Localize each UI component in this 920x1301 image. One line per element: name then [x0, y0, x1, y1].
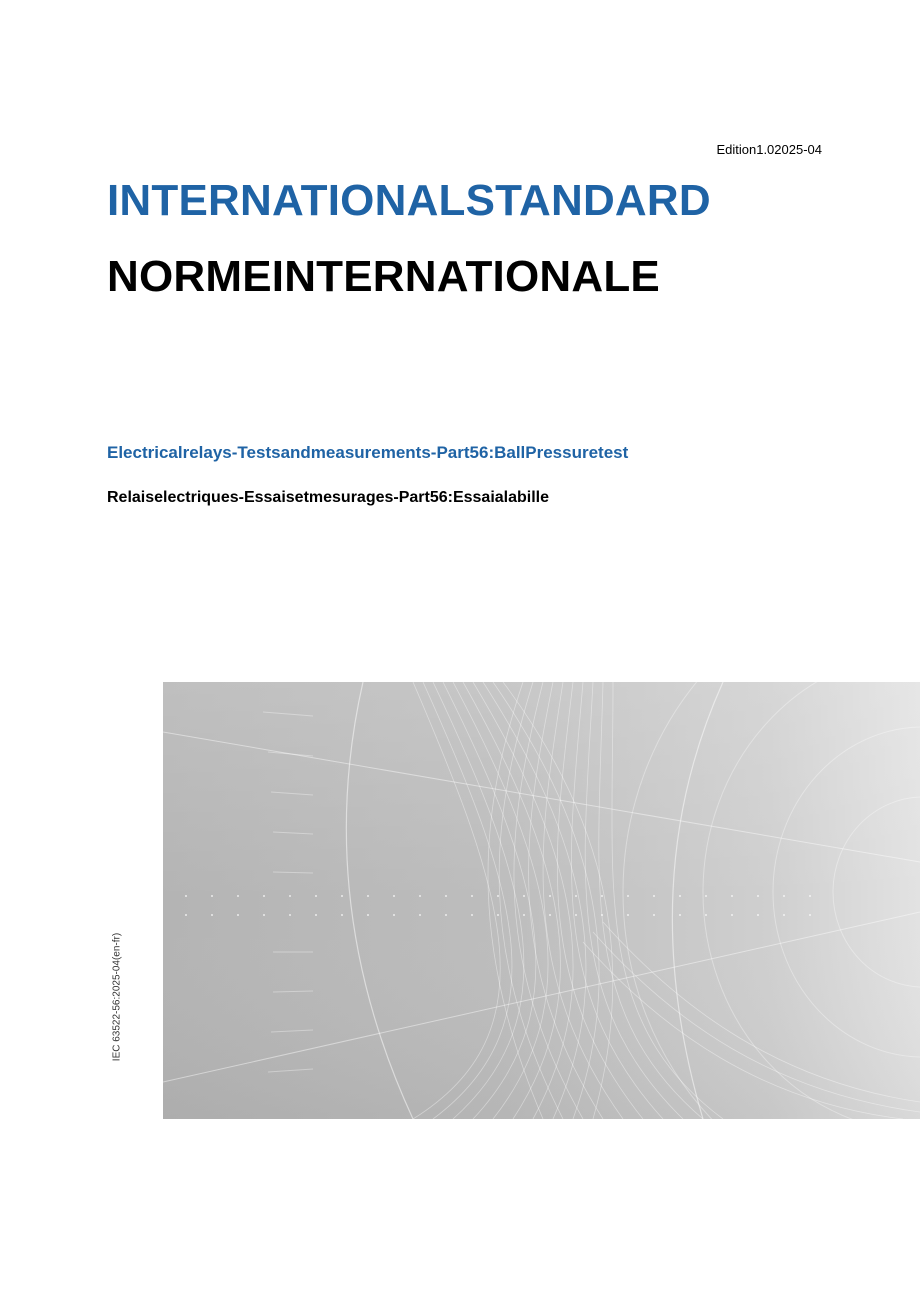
edition-label: Edition1.02025-04 [716, 142, 822, 157]
subtitle-english: Electricalrelays-Testsandmeasurements-Part56:BallPressuretest [107, 443, 629, 462]
cover-artwork [163, 682, 920, 1119]
side-reference: IEC 63522-56:2025-04(en-fr) [111, 932, 123, 1062]
subtitle-french: Relaiselectriques-Essaisetmesurages-Part56:Essaialabille [107, 489, 550, 506]
title-french: NORMEINTERNATIONALE [107, 252, 660, 301]
title-english: INTERNATIONALSTANDARD [107, 176, 711, 225]
